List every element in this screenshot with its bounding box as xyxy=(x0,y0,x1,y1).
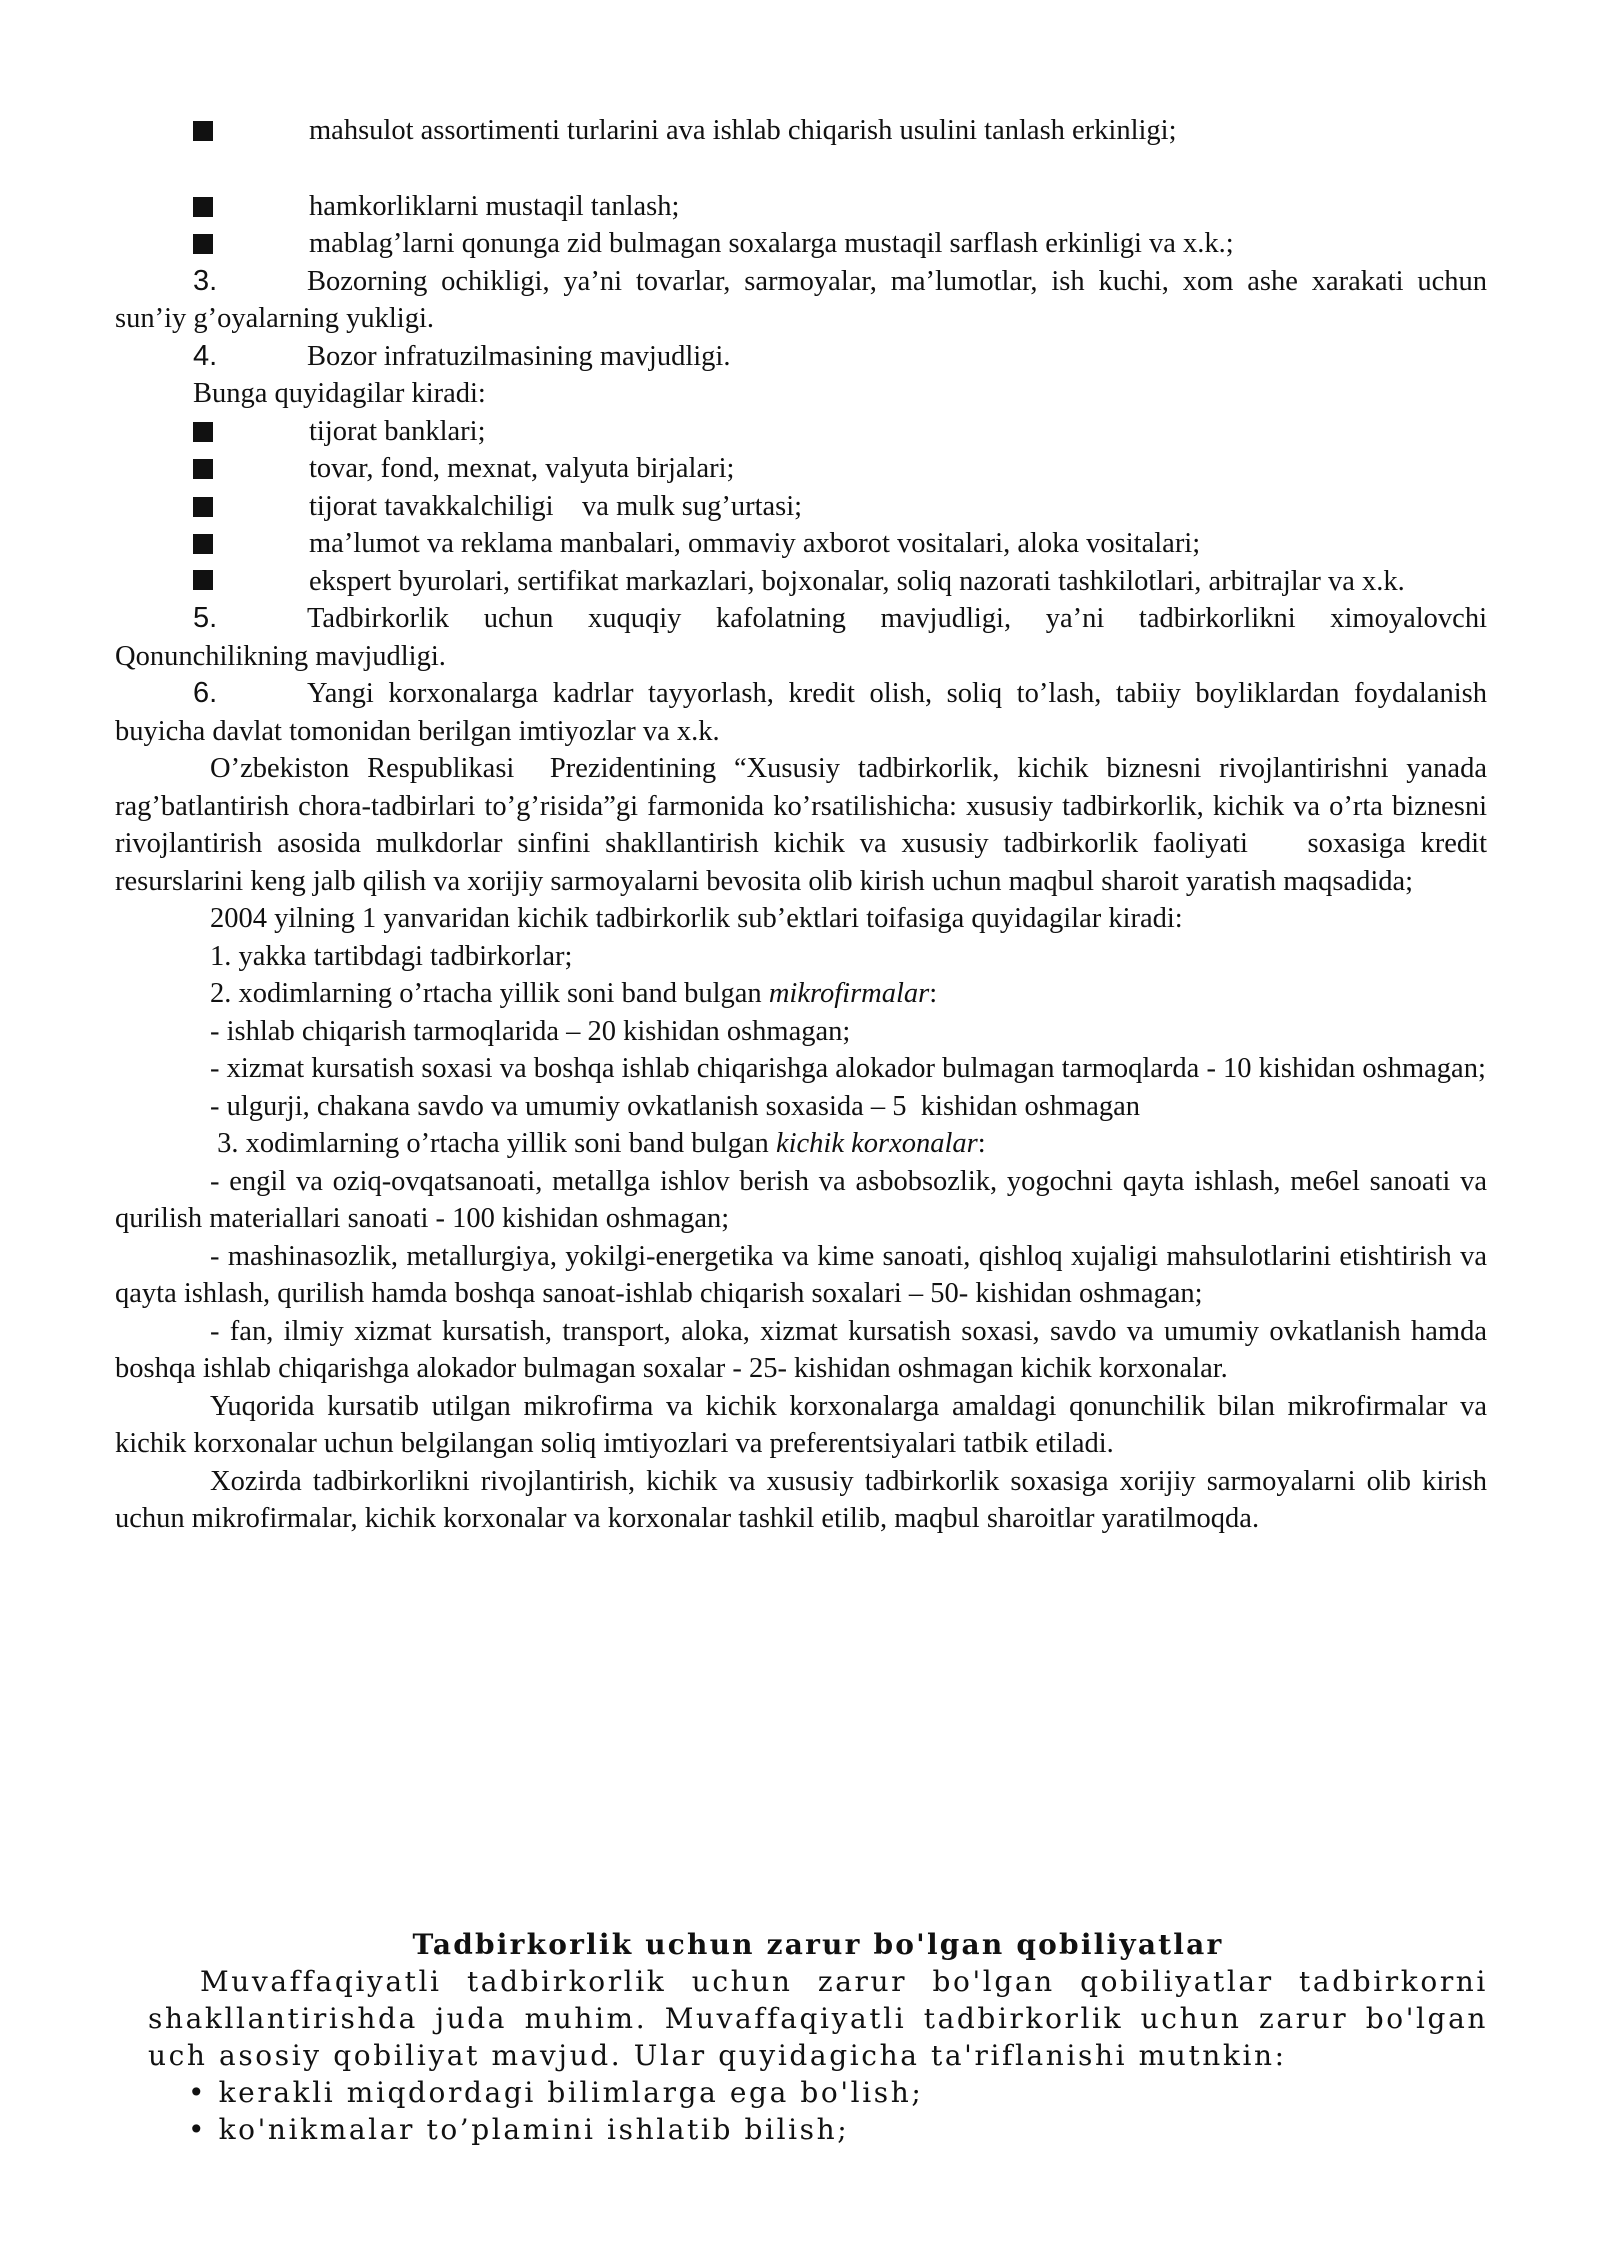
square-bullet-icon xyxy=(193,197,213,217)
bullet-item: mahsulot assortimenti turlarini ava ishlab chiqarish usulini tanlash erkinligi; xyxy=(193,112,1487,150)
item-number: 5. xyxy=(193,602,218,634)
bullet-item: hamkorliklarni mustaqil tanlash; xyxy=(193,188,1487,226)
numbered-item: 6. Yangi korxonalarga kadrlar tayyorlash, kredit olish, soliq to’lash, tabiiy boyliklardan foydalanish buyicha davlat tomonidan berilgan imtiyozlar va x.k. xyxy=(115,677,1487,747)
square-bullet-icon xyxy=(193,234,213,254)
square-bullet-icon xyxy=(193,497,213,517)
section-title: Tadbirkorlik uchun zarur bo'lgan qobiliyatlar xyxy=(412,1928,1224,1961)
bullet-item: tijorat tavakkalchiligi va mulk sug’urtasi; xyxy=(193,488,1487,526)
list-item: - ishlab chiqarish tarmoqlarida – 20 kishidan oshmagan; xyxy=(210,1015,851,1047)
square-bullet-icon xyxy=(193,570,213,590)
list-item: - fan, ilmiy xizmat kursatish, transport, aloka, xizmat kursatish soxasi, savdo va umumiy ovkatlanish hamda boshqa ishlab chiqarishga alokador bulmagan soxalar - 25- kishidan oshmagan kichik korxonalar. xyxy=(115,1315,1487,1384)
section-paragraph: Muvaffaqiyatli tadbirkorlik uchun zarur bo'lgan qobiliyatlar tadbirkorni shakllantirishda juda muhim. Muvaffaqiyatli tadbirkorlik uchun zarur bo'lgan uch asosiy qobiliyat mavjud. Ular quyidagicha ta'riflanishi mutnkin: xyxy=(148,1965,1488,2072)
bullet-item: tijorat banklari; xyxy=(193,413,1487,451)
item-number: 4. xyxy=(193,339,218,372)
item-number: 3. xyxy=(193,264,218,297)
numbered-item: 3. Bozorning ochikligi, ya’ni tovarlar, sarmoyalar, ma’lumotlar, ish kuchi, xom ashe xarakati uchun sun’iy g’oyalarning yukligi. xyxy=(115,264,1487,334)
item-number: 6. xyxy=(193,677,218,709)
numbered-item: 4. Bozor infratuzilmasining mavjudligi. xyxy=(115,338,1487,376)
paragraph: Xozirda tadbirkorlikni rivojlantirish, kichik va xususiy tadbirkorlik soxasiga xorijiy sarmoyalarni olib kirish uchun mikrofirmalar, kichik korxonalar va korxonalar tashkil etilib, maqbul sharoitlar yaratilmoqda. xyxy=(115,1465,1487,1534)
square-bullet-icon xyxy=(193,422,213,442)
list-item: 3. xodimlarning o’rtacha yillik soni band bulgan kichik korxonalar: xyxy=(210,1128,986,1159)
abilities-section xyxy=(148,1926,1488,2148)
square-bullet-icon xyxy=(193,534,213,554)
section-list-item: • kerakli miqdordagi bilimlarga ega bo'lish; xyxy=(188,2076,924,2109)
list-item: 2. xodimlarning o’rtacha yillik soni band bulgan mikrofirmalar: xyxy=(210,978,938,1009)
list-item: 1. yakka tartibdagi tadbirkorlar; xyxy=(210,940,573,972)
paragraph: Yuqorida kursatib utilgan mikrofirma va kichik korxonalarga amaldagi qonunchilik bilan mikrofirmalar va kichik korxonalar uchun belgilangan soliq imtiyozlari va preferentsiyalari tatbik etiladi. xyxy=(115,1390,1487,1459)
list-item: - mashinasozlik, metallurgiya, yokilgi-energetika va kime sanoati, qishloq xujaligi mahsulotlarini etishtirish va qayta ishlash, qurilish hamda boshqa sanoat-ishlab chiqarish soxalari – 50- kishidan oshmagan; xyxy=(115,1240,1487,1309)
bullet-item: ekspert byurolari, sertifikat markazlari, bojxonalar, soliq nazorati tashkilotlari, arbitrajlar va x.k. xyxy=(115,563,1487,601)
numbered-item: 5. Tadbirkorlik uchun xuquqiy kafolatning mavjudligi, ya’ni tadbirkorlikni ximoyalovchi Qonunchilikning mavjudligi. xyxy=(115,602,1487,672)
list-item: - engil va oziq-ovqatsanoati, metallga ishlov berish va asbobsozlik, yogochni qayta ishlash, me6el sanoati va qurilish materiallari sanoati - 100 kishidan oshmagan; xyxy=(115,1165,1487,1234)
paragraph: O’zbekiston Respublikasi Prezidentining “Xususiy tadbirkorlik, kichik biznesni rivojlantirishni yanada rag’batlantirish chora-tadbirlari to’g’risida”gi farmonida ko’rsatilishicha: xususiy tadbirkorlik, kichik va o’rta biznesni rivojlantirish asosida mulkdorlar sinfini shakllantirish kichik va xususiy tadbirkorlik faoliyati soxasiga kredit resurslarini keng jalb qilish va xorijiy sarmoyalarni bevosita olib kirish uchun maqbul sharoit yaratish maqsadida; xyxy=(115,753,1495,897)
document-body xyxy=(115,112,1495,1538)
bullet-item: ma’lumot va reklama manbalari, ommaviy axborot vositalari, aloka vositalari; xyxy=(193,525,1487,563)
list-item: - xizmat kursatish soxasi va boshqa ishlab chiqarishga alokador bulmagan tarmoqlarda - 10 kishidan oshmagan; xyxy=(210,1053,1486,1084)
bullet-item: tovar, fond, mexnat, valyuta birjalari; xyxy=(193,450,1487,488)
bullet-item: mablag’larni qonunga zid bulmagan soxalarga mustaqil sarflash erkinligi va x.k.; xyxy=(193,225,1487,263)
square-bullet-icon xyxy=(193,121,213,141)
paragraph: 2004 yilning 1 yanvaridan kichik tadbirkorlik sub’ektlari toifasiga quyidagilar kiradi: xyxy=(210,903,1183,934)
intro-line: Bunga quyidagilar kiradi: xyxy=(193,378,486,409)
square-bullet-icon xyxy=(193,459,213,479)
section-list-item: • ko'nikmalar to’plamini ishlatib bilish; xyxy=(188,2113,850,2146)
list-item: - ulgurji, chakana savdo va umumiy ovkatlanish soxasida – 5 kishidan oshmagan xyxy=(210,1090,1141,1122)
